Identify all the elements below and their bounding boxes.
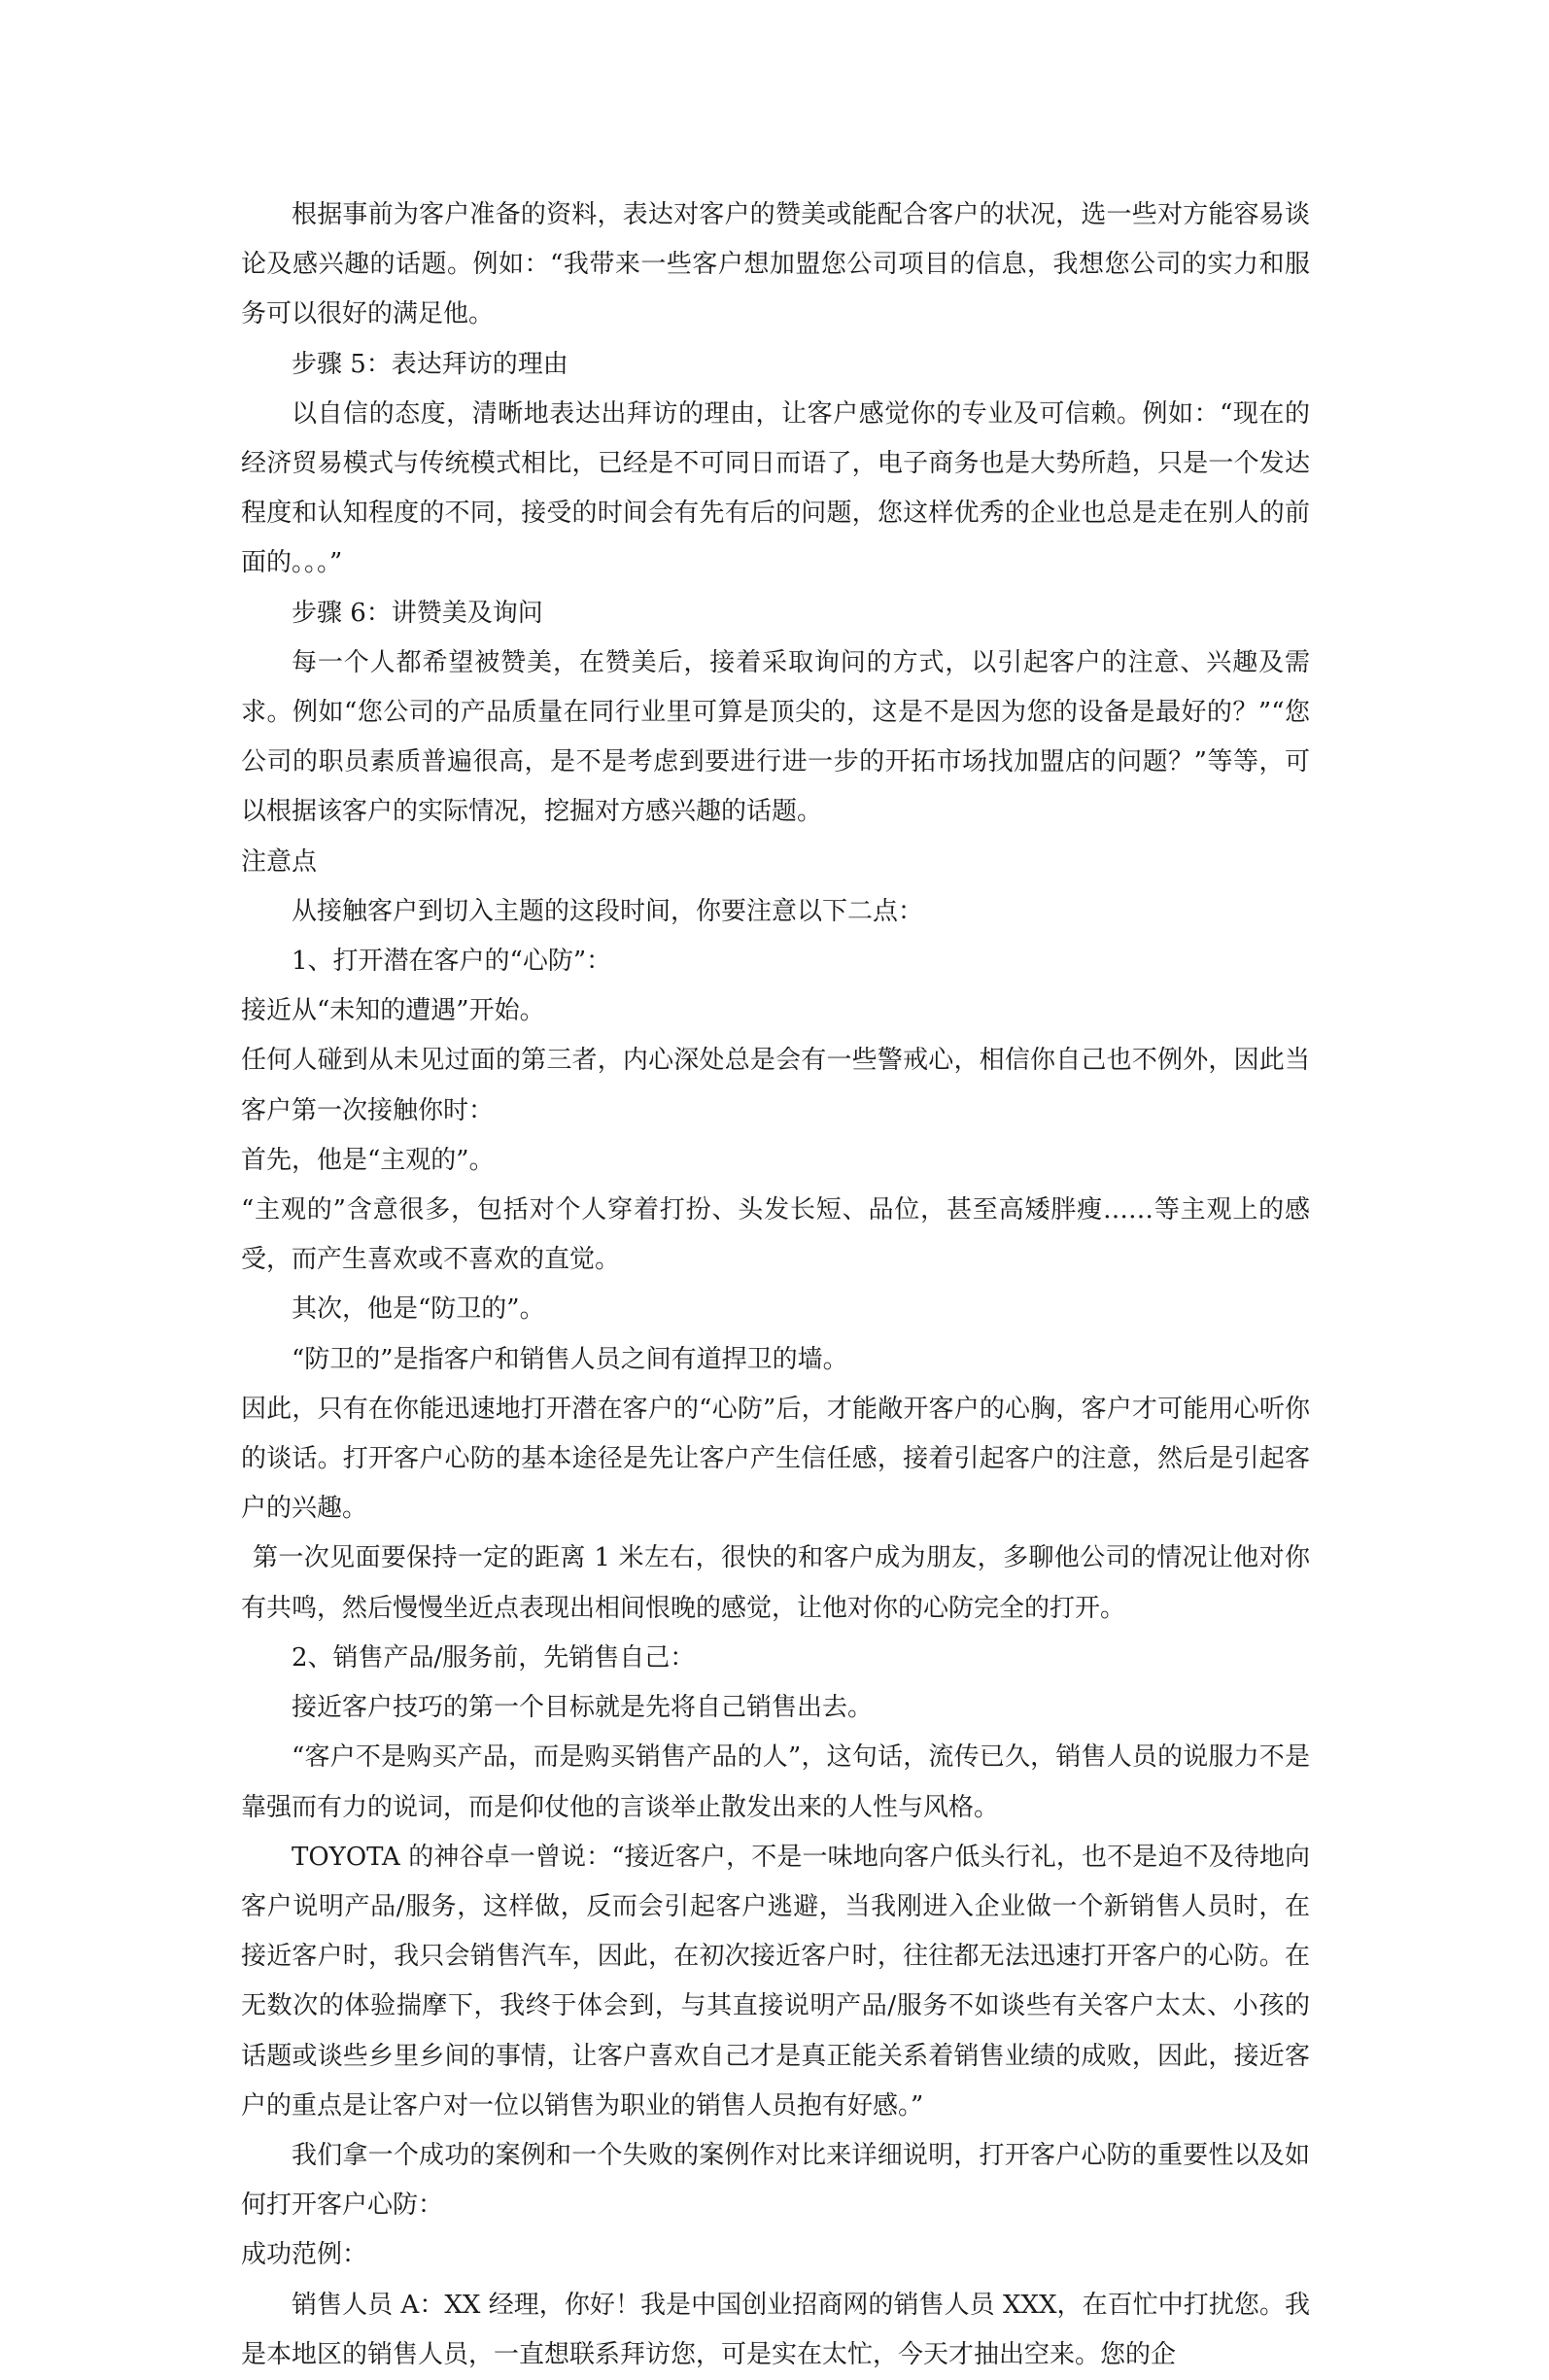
paragraph-intro: 根据事前为客户准备的资料，表达对客户的赞美或能配合客户的状况，选一些对方能容易谈论及感兴趣的话题。例如：“我带来一些客户想加盟您公司项目的信息，我想您公司的实力和服务可以很好的满足他。 xyxy=(241,200,1310,329)
paragraph-quote-customer: “客户不是购买产品，而是购买销售产品的人”，这句话，流传已久，销售人员的说服力不是靠强而有力的说词，而是仰仗他的言谈举止散发出来的人性与风格。 xyxy=(241,1742,1310,1822)
paragraph-step-5: 以自信的态度，清晰地表达出拜访的理由，让客户感觉你的专业及可信赖。例如：“现在的经济贸易模式与传统模式相比，已经是不可同日而语了，电子商务也是大势所趋，只是一个发达程度和认知程度的不同，接受的时间会有先有后的问题，您这样优秀的企业也总是走在别人的前面的。。。” xyxy=(241,398,1310,578)
paragraph-first-goal: 接近客户技巧的第一个目标就是先将自己销售出去。 xyxy=(292,1693,874,1723)
paragraph-open-heart: 因此，只有在你能迅速地打开潜在客户的“心防”后，才能敞开客户的心胸，客户才可能用心听你的谈话。打开客户心防的基本途径是先让客户产生信任感，接着引起客户的注意，然后是引起客户的兴趣。 xyxy=(241,1394,1310,1524)
paragraph-second-defensive: 其次，他是“防卫的”。 xyxy=(292,1294,545,1325)
paragraph-subjective-meaning: “主观的”含意很多，包括对个人穿着打扮、头发长短、品位，甚至高矮胖瘦……等主观上的感受，而产生喜欢或不喜欢的直觉。 xyxy=(241,1195,1310,1275)
paragraph-salesperson-a: 销售人员 A：XX 经理，你好！我是中国创业招商网的销售人员 XXX，在百忙中打扰您。我是本地区的销售人员，一直想联系拜访您，可是实在太忙，今天才抽出空来。您的企 xyxy=(241,2290,1310,2369)
paragraph-third-party: 任何人碰到从未见过面的第三者，内心深处总是会有一些警戒心，相信你自己也不例外，因此当客户第一次接触你时： xyxy=(241,1046,1310,1125)
paragraph-notes-intro: 从接触客户到切入主题的这段时间，你要注意以下二点： xyxy=(292,896,924,926)
paragraph-step-6: 每一个人都希望被赞美，在赞美后，接着采取询问的方式，以引起客户的注意、兴趣及需求。例如“您公司的产品质量在同行业里可算是顶尖的，这是不是因为您的设备是最好的？”“您公司的职员素质普遍很高，是不是考虑到要进行进一步的开拓市场找加盟店的问题？”等等，可以根据该客户的实际情况，挖掘对方感兴趣的话题。 xyxy=(241,647,1310,827)
step-5-heading: 步骤 5：表达拜访的理由 xyxy=(292,349,568,379)
paragraph-unknown-encounter: 接近从“未知的遭遇”开始。 xyxy=(241,996,545,1026)
point-1-heading: 1、打开潜在客户的“心防”： xyxy=(292,947,612,977)
notes-heading: 注意点 xyxy=(241,846,318,877)
success-example-heading: 成功范例： xyxy=(241,2240,368,2270)
step-6-heading: 步骤 6：讲赞美及询问 xyxy=(292,598,543,628)
paragraph-cases-intro: 我们拿一个成功的案例和一个失败的案例作对比来详细说明，打开客户心防的重要性以及如何打开客户心防： xyxy=(241,2140,1310,2221)
point-2-heading: 2、销售产品/服务前，先销售自己： xyxy=(292,1642,696,1673)
paragraph-defensive-meaning: “防卫的”是指客户和销售人员之间有道捍卫的墙。 xyxy=(292,1344,848,1374)
document-body xyxy=(241,190,1310,2380)
paragraph-first-subjective: 首先，他是“主观的”。 xyxy=(241,1145,495,1175)
paragraph-first-meeting: 第一次见面要保持一定的距离 1 米左右，很快的和客户成为朋友，多聊他公司的情况让他对你有共鸣，然后慢慢坐近点表现出相间恨晚的感觉，让他对你的心防完全的打开。 xyxy=(241,1543,1310,1623)
paragraph-toyota: TOYOTA 的神谷卓一曾说：“接近客户，不是一味地向客户低头行礼，也不是迫不及待地向客户说明产品/服务，这样做，反而会引起客户逃避，当我刚进入企业做一个新销售人员时，在接近客户时，我只会销售汽车，因此，在初次接近客户时，往往都无法迅速打开客户的心防。在无数次的体验揣摩下，我终于体会到，与其直接说明产品/服务不如谈些有关客户太太、小孩的话题或谈些乡里乡间的事情，让客户喜欢自己才是真正能关系着销售业绩的成败，因此，接近客户的重点是让客户对一位以销售为职业的销售人员抱有好感。” xyxy=(241,1842,1310,2121)
